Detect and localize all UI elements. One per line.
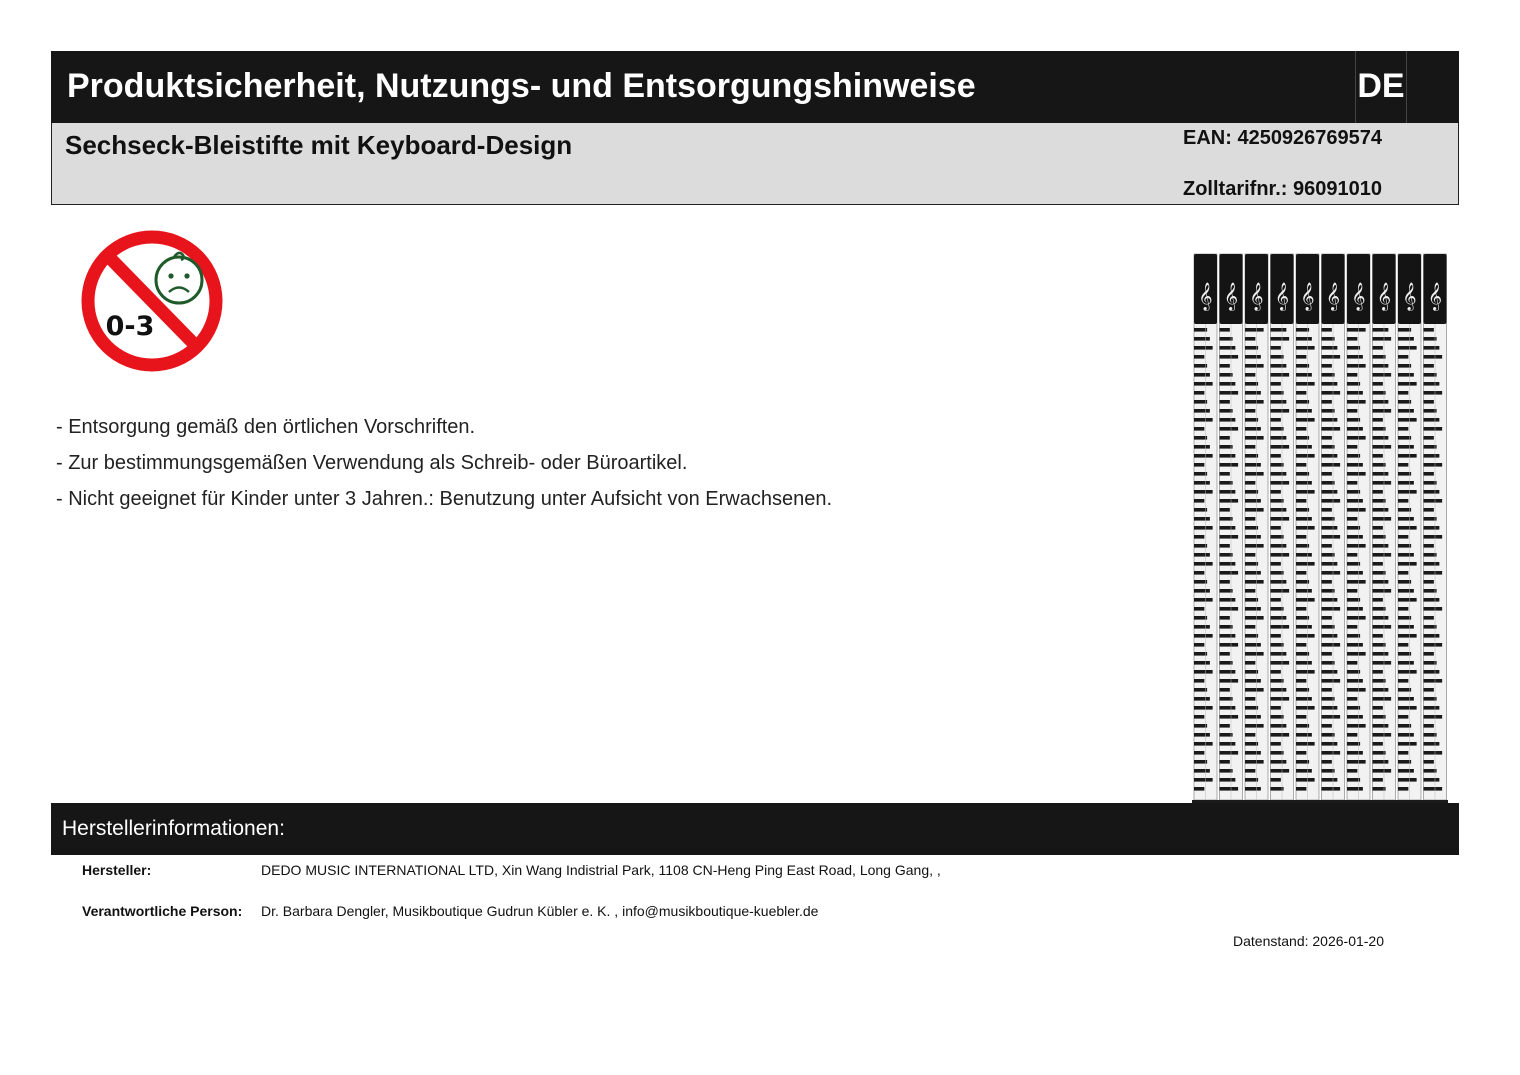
data-date: Datenstand: 2026-01-20 bbox=[1233, 933, 1384, 949]
usage-notes bbox=[56, 414, 832, 522]
svg-text:𝄞: 𝄞 bbox=[1376, 282, 1392, 310]
language-badge: DE bbox=[1355, 51, 1407, 123]
pencil bbox=[1194, 254, 1217, 800]
pencil bbox=[1220, 254, 1243, 800]
svg-text:𝄞: 𝄞 bbox=[1249, 282, 1264, 310]
age-label: 0-3 bbox=[105, 311, 155, 342]
svg-text:𝄞: 𝄞 bbox=[1198, 282, 1213, 310]
note-intended-use: - Zur bestimmungsgemäßen Verwendung als Schreib- oder Büroartikel. bbox=[56, 452, 688, 474]
pencil bbox=[1398, 254, 1421, 800]
note-child-warning: - Nicht geeignet für Kinder unter 3 Jahren.: Benutzung unter Aufsicht von Erwachsenen. bbox=[56, 488, 833, 510]
svg-text:𝄞: 𝄞 bbox=[1402, 282, 1417, 310]
product-image bbox=[1192, 248, 1448, 804]
pencil bbox=[1347, 254, 1370, 800]
svg-text:𝄞: 𝄞 bbox=[1325, 282, 1341, 310]
product-name: Sechseck-Bleistifte mit Keyboard-Design bbox=[65, 130, 573, 160]
note-disposal: - Entsorgung gemäß den örtlichen Vorschriften. bbox=[56, 416, 476, 438]
manufacturer-section-title: Herstellerinformationen: bbox=[62, 817, 285, 840]
pencil bbox=[1373, 254, 1396, 800]
pencil bbox=[1424, 254, 1447, 800]
title-bar bbox=[51, 51, 1459, 123]
customs-tariff-number: Zolltarifnr.: 96091010 bbox=[1183, 178, 1382, 200]
manufacturer-value: DEDO MUSIC INTERNATIONAL LTD, Xin Wang Indistrial Park, 1108 CN-Heng Ping East Road, Long Gang, , bbox=[261, 862, 941, 878]
product-header bbox=[51, 123, 1459, 205]
svg-text:𝄞: 𝄞 bbox=[1274, 282, 1290, 310]
pencil bbox=[1245, 254, 1268, 800]
page-title: Produktsicherheit, Nutzungs- und Entsorgungshinweise bbox=[67, 67, 976, 105]
ean-number: EAN: 4250926769574 bbox=[1183, 127, 1383, 149]
not-for-children-0-3-icon bbox=[78, 228, 228, 376]
svg-text:𝄞: 𝄞 bbox=[1300, 282, 1315, 310]
responsible-person-value: Dr. Barbara Dengler, Musikboutique Gudrun Kübler e. K. , info@musikboutique-kuebler.de bbox=[261, 903, 819, 919]
manufacturer-header bbox=[51, 803, 1459, 855]
svg-text:𝄞: 𝄞 bbox=[1427, 282, 1443, 310]
svg-text:𝄞: 𝄞 bbox=[1351, 282, 1366, 310]
pencil bbox=[1296, 254, 1319, 800]
pencil bbox=[1322, 254, 1345, 800]
responsible-person-label: Verantwortliche Person: bbox=[82, 903, 243, 919]
pencil bbox=[1271, 254, 1294, 800]
svg-text:𝄞: 𝄞 bbox=[1223, 282, 1239, 310]
manufacturer-label: Hersteller: bbox=[82, 862, 152, 878]
